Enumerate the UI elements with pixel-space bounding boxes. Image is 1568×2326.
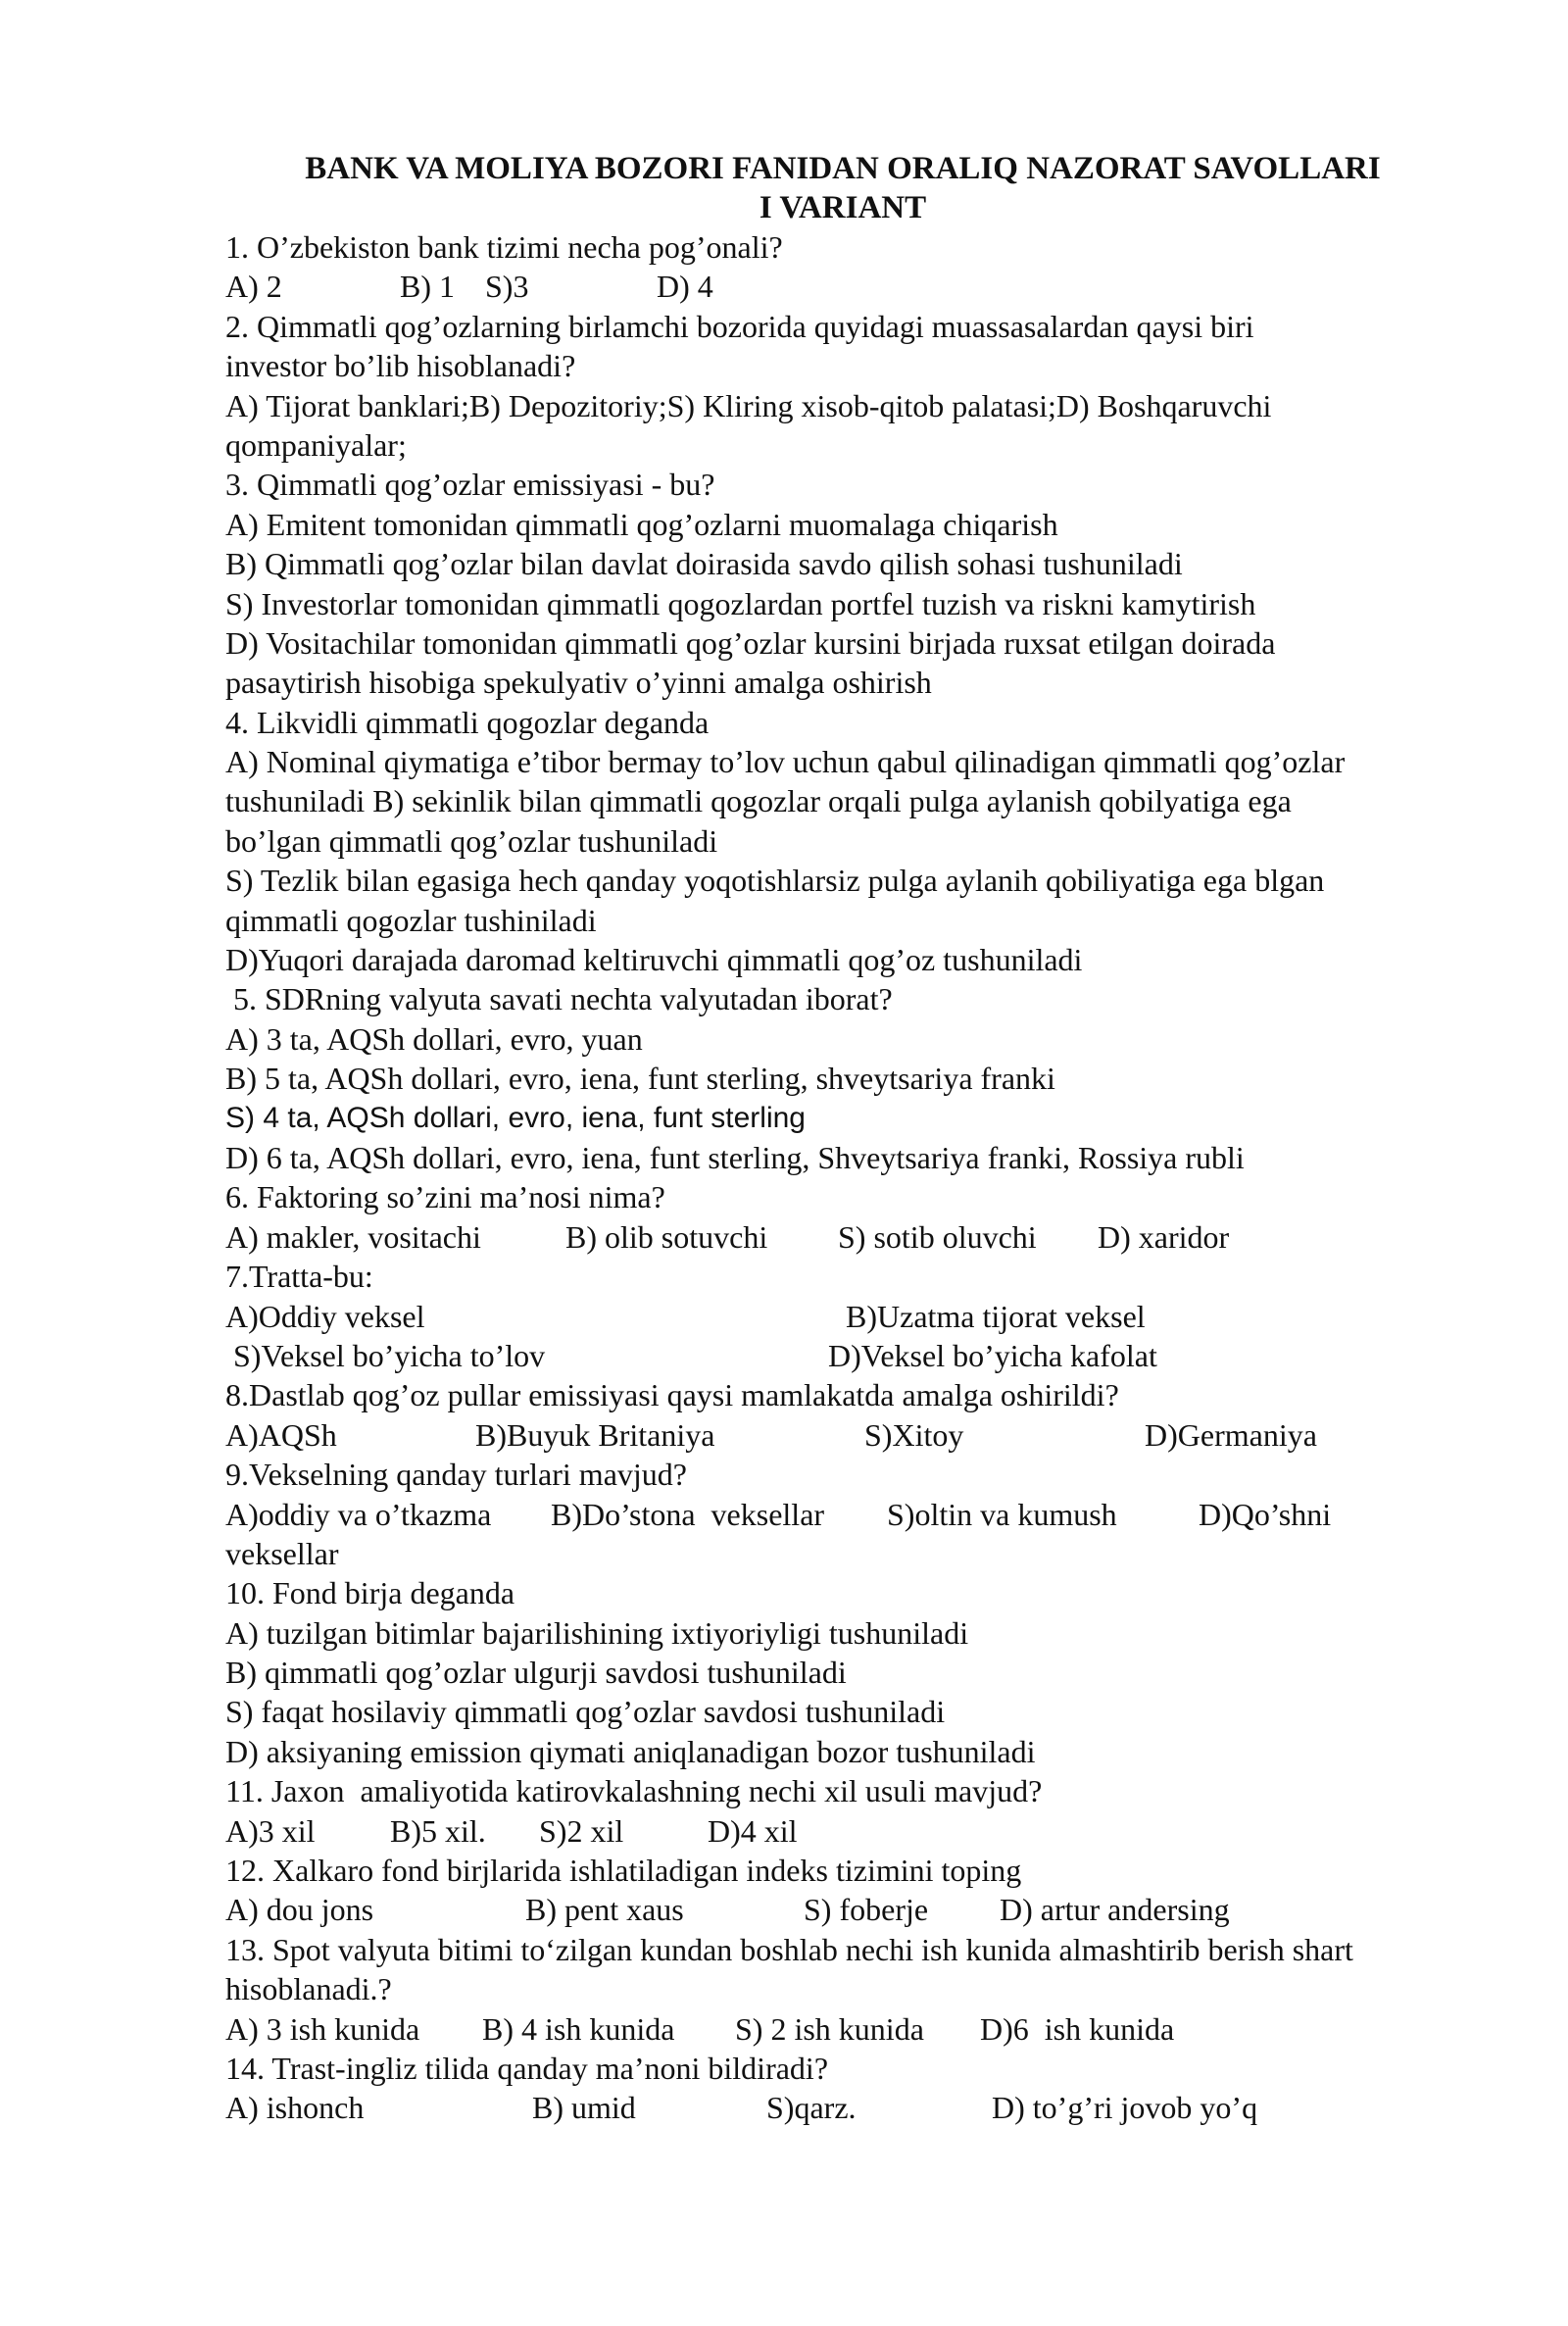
question-11: 11. Jaxon amaliyotida katirovkalashning nechi xil usuli mavjud? [225,1773,1043,1809]
question-14: 14. Trast-ingliz tilida qanday ma’noni bildiradi? [225,2050,829,2086]
answer-line: S) Tezlik bilan egasiga hech qanday yoqotishlarsiz pulga aylanih qobiliyatiga ega blgan [225,863,1325,899]
question-4: 4. Likvidli qimmatli qogozlar deganda [225,704,710,740]
question-9: 9.Vekselning qanday turlari mavjud? [225,1457,687,1493]
question-7: 7.Tratta-bu: [225,1259,373,1295]
answer-line: B) Qimmatli qog’ozlar bilan davlat doirasida savdo qilish sohasi tushuniladi [225,546,1183,582]
answer-option: S)oltin va kumush [887,1496,1117,1532]
answer-option: S) sotib oluvchi [838,1218,1037,1255]
answer-option: B) 4 ish kunida [482,2010,675,2047]
answer-line: tushuniladi B) sekinlik bilan qimmatli qogozlar orqali pulga aylanish qobilyatiga ega [225,783,1292,819]
answer-line: D) aksiyaning emission qiymati aniqlanadigan bozor tushuniladi [225,1733,1036,1769]
answer-option: B)Buyuk Britaniya [475,1416,715,1453]
answer-line: S) faqat hosilaviy qimmatli qog’ozlar savdosi tushuniladi [225,1694,946,1730]
answer-line: qompaniyalar; [225,426,407,463]
answer-option: S)Xitoy [864,1416,964,1453]
answer-option: S)2 xil [539,1812,624,1849]
question-12: 12. Xalkaro fond birjlarida ishlatiladigan indeks tizimini toping [225,1853,1022,1889]
answer-option: B)Uzatma tijorat veksel [846,1298,1146,1334]
answer-option: D)Veksel bo’yicha kafolat [828,1337,1157,1373]
answer-option: A)Oddiy veksel [225,1298,425,1334]
answer-option: B) pent xaus [525,1892,684,1928]
answer-row-9 [225,1495,1499,1534]
answer-line: D) Vositachilar tomonidan qimmatli qog’ozlar kursini birjada ruxsat etilgan doirada [225,624,1276,661]
answer-row-12 [225,1890,1499,1929]
question-8: 8.Dastlab qog’oz pullar emissiyasi qaysi mamlakatda amalga oshirildi? [225,1377,1119,1413]
question-5: 5. SDRning valyuta savati nechta valyutadan iborat? [225,981,893,1017]
answer-option: A)AQSh [225,1416,337,1453]
answer-option: A)3 xil [225,1812,316,1849]
answer-line: bo’lgan qimmatli qog’ozlar tushuniladi [225,822,718,859]
answer-option: S)Veksel bo’yicha to’lov [233,1337,546,1373]
variant-heading: I VARIANT [759,190,927,225]
answer-option: S) foberje [804,1892,929,1928]
answer-line: B) 5 ta, AQSh dollari, evro, iena, funt sterling, shveytsariya franki [225,1061,1055,1097]
answer-option: A) 3 ish kunida [225,2010,420,2047]
answer-option: B) umid [532,2090,636,2126]
answer-line: A) Tijorat banklari;B) Depozitoriy;S) Kliring xisob-qitob palatasi;D) Boshqaruvchi [225,387,1272,423]
answer-option: A)oddiy va o’tkazma [225,1496,492,1532]
question-2: 2. Qimmatli qog’ozlarning birlamchi bozorida quyidagi muassasalardan qaysi biri [225,308,1254,344]
answer-row-14 [225,2088,1499,2127]
answer-option: A) dou jons [225,1892,374,1928]
answer-row-11 [225,1811,1499,1851]
answer-option: B)Do’stona veksellar [551,1496,825,1532]
answer-option: D) artur andersing [1000,1892,1230,1928]
answer-line: S) 4 ta, AQSh dollari, evro, iena, funt sterling [225,1101,806,1134]
answer-option: D) xaridor [1098,1218,1230,1255]
question-3: 3. Qimmatli qog’ozlar emissiyasi - bu? [225,467,715,503]
answer-option: B)5 xil. [390,1812,486,1849]
answer-option: D)Qo’shni [1199,1496,1332,1532]
answer-line: A) 3 ta, AQSh dollari, evro, yuan [225,1020,643,1057]
answer-option: D) to’g’ri jovob yo’q [992,2090,1258,2126]
answer-line: D)Yuqori darajada daromad keltiruvchi qimmatli qog’oz tushuniladi [225,942,1083,978]
question-13-cont: hisoblanadi.? [225,1971,392,2007]
question-2-cont: investor bo’lib hisoblanadi? [225,348,576,384]
question-10: 10. Fond birja deganda [225,1575,515,1611]
question-list [225,227,1499,2128]
answer-option: A) 2 [225,269,282,305]
question-13: 13. Spot valyuta bitimi to‘zilgan kundan boshlab nechi ish kunida almashtirib berish shart [225,1931,1353,1967]
answer-line: D) 6 ta, AQSh dollari, evro, iena, funt sterling, Shveytsariya franki, Rossiya rubli [225,1139,1245,1175]
answer-option: D) 4 [657,269,713,305]
answer-option: B) olib sotuvchi [565,1218,768,1255]
answer-line: S) Investorlar tomonidan qimmatli qogozlardan portfel tuzish va riskni kamytirish [225,585,1256,621]
answer-option: B) 1 [400,269,455,305]
answer-option: S)qarz. [766,2090,857,2126]
answer-line: A) Nominal qiymatiga e’tibor bermay to’lov uchun qabul qilinadigan qimmatli qog’ozlar [225,744,1346,780]
answer-row-1 [225,267,1499,306]
answer-row-8 [225,1415,1499,1455]
answer-line: A) Emitent tomonidan qimmatli qog’ozlarni muomalaga chiqarish [225,506,1058,542]
answer-option: A) makler, vositachi [225,1218,481,1255]
answer-line: qimmatli qogozlar tushiniladi [225,902,597,938]
answer-option: S) 2 ish kunida [735,2010,924,2047]
answer-line: pasaytirish hisobiga spekulyativ o’yinni amalga oshirish [225,665,932,701]
answer-option: D)Germaniya [1145,1416,1317,1453]
answer-line: B) qimmatli qog’ozlar ulgurji savdosi tushuniladi [225,1655,847,1691]
document-title: BANK VA MOLIYA BOZORI FANIDAN ORALIQ NAZORAT SAVOLLARI [305,151,1381,186]
answer-row-7b [225,1336,1499,1375]
answer-option: A) ishonch [225,2090,365,2126]
answer-row-13 [225,2009,1499,2049]
answer-option: S)3 [485,269,529,305]
answer-line: veksellar [225,1535,339,1571]
answer-option: D)4 xil [708,1812,798,1849]
question-1: 1. O’zbekiston bank tizimi necha pog’onali? [225,229,783,265]
question-6: 6. Faktoring so’zini ma’nosi nima? [225,1179,665,1215]
answer-line: A) tuzilgan bitimlar bajarilishining ixtiyoriyligi tushuniladi [225,1614,969,1651]
answer-option: D)6 ish kunida [980,2010,1175,2047]
answer-row-7a [225,1297,1499,1336]
answer-row-6 [225,1217,1499,1257]
